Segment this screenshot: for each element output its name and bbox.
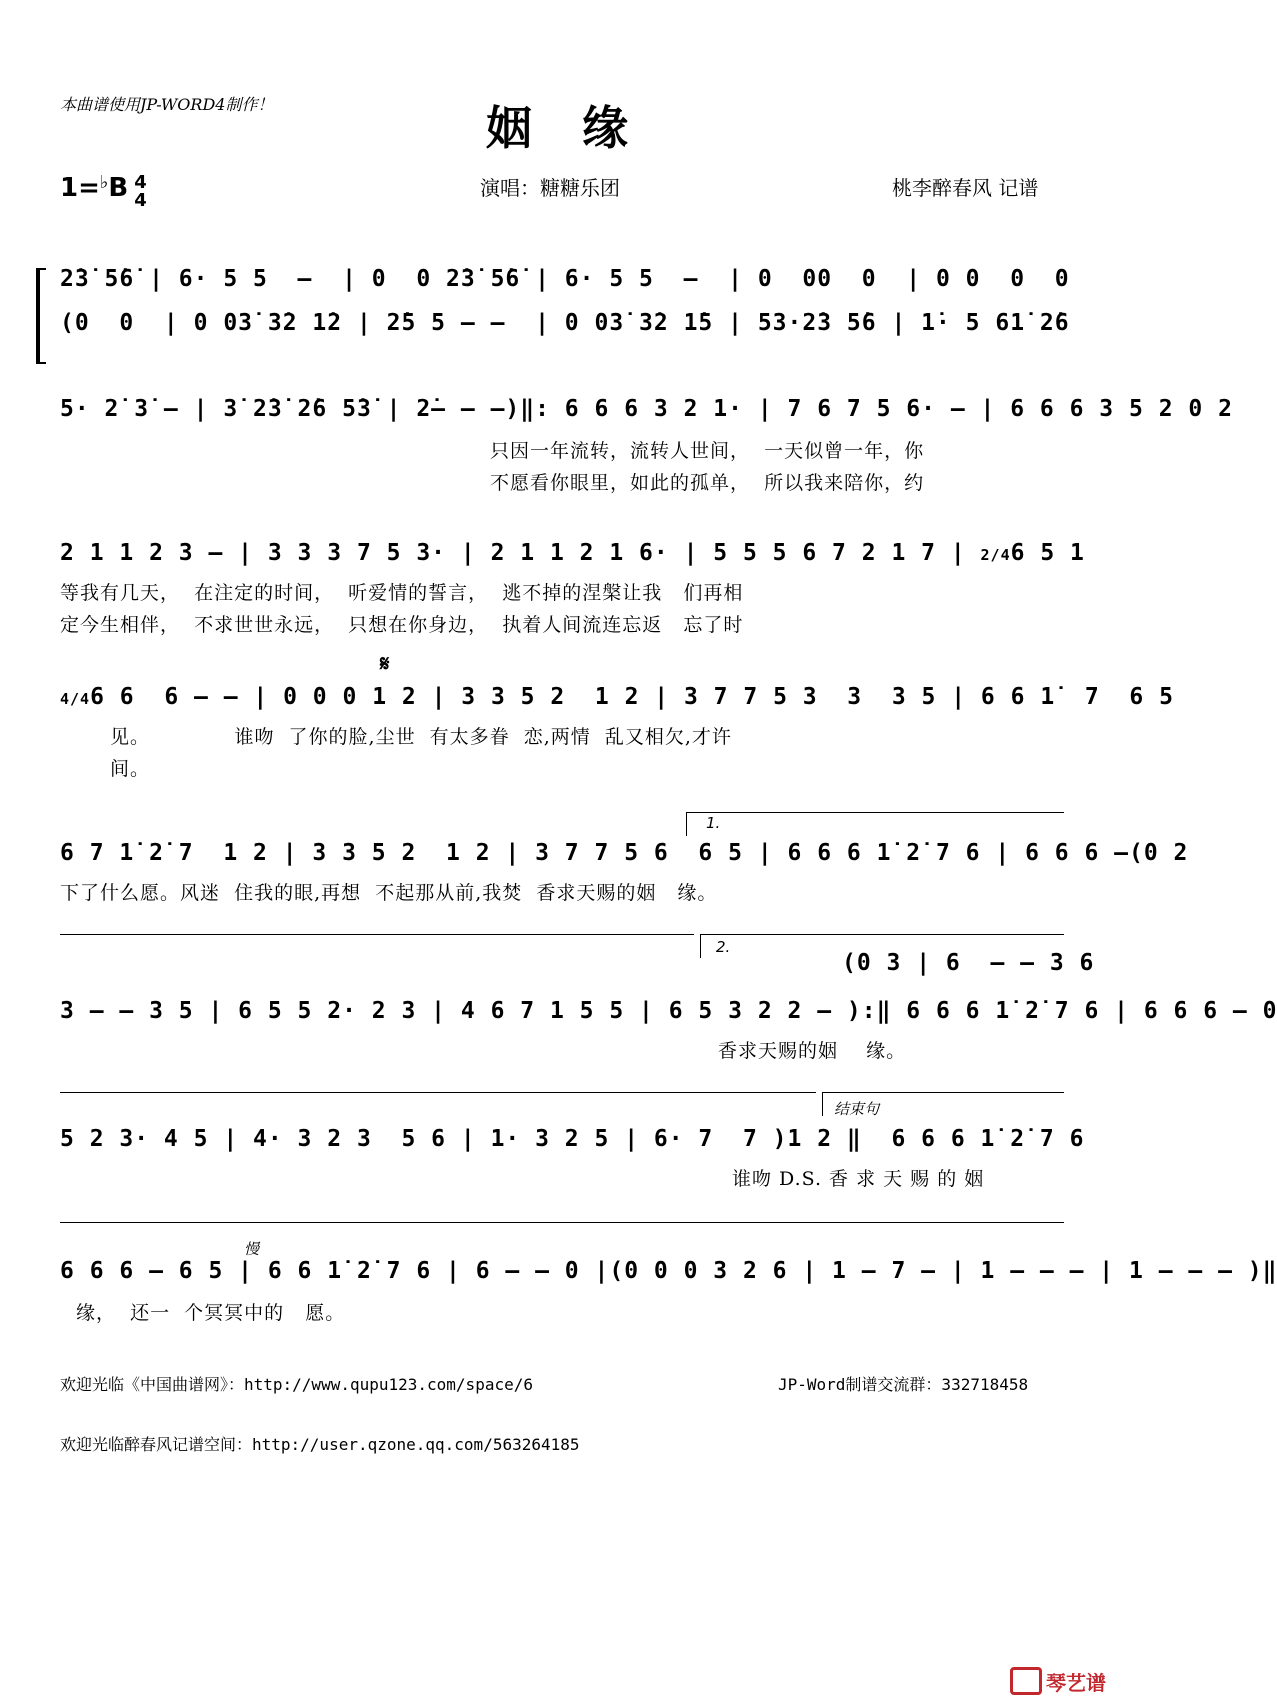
flat-symbol: ♭ [99,172,109,193]
notation-system-8: 6 6 6 – 6 5 | 6 6 1̇ 2̇ 7 6 | 6 – – 0 |(0 0 0 3 2 6 | 1 – 7 – | 1 – – – | 1 – – – )‖ [60,1258,1277,1284]
lyric-system-8: 缘， 还一 个冥冥中的 愿。 [76,1302,346,1324]
coda-bracket-edge [822,1092,823,1116]
lyric-system-3-verse-2: 定今生相伴， 不求世世永远， 只想在你身边， 执着人间流连忘返 忘了时 [60,614,744,636]
notation-system-3-main: 2 1 1 2 3 – | 3 3 3 7 5 3· | 2 1 1 2 1 6· | 5 5 5 6 7 2 1 7 | [60,540,981,566]
lyric-system-4-verse-1: 见。 谁吻 了你的脸,尘世 有太多眷 恋,两情 乱又相欠,才许 [110,726,732,748]
lyric-system-5: 下了什么愿。风迷 住我的眼,再想 不起那从前,我焚 香求天赐的姻 缘。 [60,882,718,904]
time-change-2-4: 2/4 [980,546,1011,564]
time-change-4-4: 4/4 [60,690,91,708]
volta-2-bracket-line [700,934,1064,935]
notation-system-6-interlude: (0 3 | 6 – – 3 6 [842,950,1095,976]
volta-2-bracket-edge [700,934,701,958]
footer-qzone-link: 欢迎光临醉春风记谱空间：http://user.qzone.qq.com/563264185 [60,1435,580,1454]
time-bottom: 4 [134,190,147,211]
segno-sign: 𝄋 [380,652,390,677]
transcriber-credit: 桃李醉春风 记谱 [892,176,1039,200]
volta-1-label: 1. [706,814,721,832]
tempo-marking: 慢 [244,1240,260,1258]
lyric-system-2-verse-1: 只因一年流转，流转人世间， 一天似曾一年，你 [490,440,925,462]
logo-text: 琴艺谱 [1046,1671,1106,1695]
singer-credit: 演唱：糖糖乐团 [480,176,620,200]
key-prefix: 1= [60,173,100,203]
qinyipu-logo [1010,1667,1106,1696]
notation-system-1-lower: (0 0 | 0 03̇ 3̇2 1̇2 | 2̇5 5 – – | 0 03̇ 3̇2 1̇5 | 53·2̇3 5̇6 | 1̇· 5 61̇ 2̇6 [60,310,1070,336]
lyric-system-6: 香求天赐的姻 缘。 [718,1040,907,1062]
footer-group-number: JP-Word制谱交流群：332718458 [778,1375,1029,1394]
notation-system-2: 5· 2̇ 3̇ – | 3̇ 2̇3̇ 2̇6 5̇3̇ | 2̇– – –)‖: 6 6 6 3 2 1· | 7 6 7 5 6· – | 6 6 6 3 5 2 0 2 [60,396,1233,422]
notation-system-6: 3 – – 3 5 | 6 5 5 2· 2 3 | 4 6 7 1 5 5 | 6 5 3 2 2 – ):‖ 6 6 6 1̇ 2̇ 7 6 | 6 6 6 – 0 [60,998,1277,1024]
coda-bracket-line [822,1092,1064,1093]
notation-system-5: 6 7 1̇ 2̇ 7 1 2 | 3 3 5 2 1 2 | 3 7 7 5 6 6 5 | 6 6 6 1̇ 2̇ 7 6 | 6 6 6 –(0 2 [60,840,1189,866]
logo-icon [1010,1667,1042,1695]
notation-system-3-end: 6 5 1 [1010,540,1085,566]
song-title: 姻 缘 [485,101,635,155]
volta-2-label: 2. [716,938,731,956]
notation-system-1-upper: 2̇3̇ 5̇6̇ | 6· 5 5 – | 0 0 2̇3̇ 5̇6̇ | 6· 5 5 – | 0 00 0 | 0 0 0 0 [60,266,1070,292]
coda-label: 结束句 [834,1100,880,1118]
key-signature [60,172,147,210]
time-signature [134,174,147,210]
system-bracket [36,268,46,364]
volta-1-continuation-line [60,934,694,935]
notation-system-4 [60,684,1174,710]
lyric-system-2-verse-2: 不愿看你眼里，如此的孤单， 所以我来陪你，约 [490,472,925,494]
notation-system-4-main: 6 6 6 – – | 0 0 0 1 2 | 3 3 5 2 1 2 | 3 7 7 5 3 3 3 5 | 6 6 1̇ 7 6 5 [90,684,1174,710]
software-credit: 本曲谱使用JP-WORD4制作！ [60,95,274,114]
notation-system-7: 5 2 3· 4 5 | 4· 3 2 3 5 6 | 1· 3 2 5 | 6· 7 7 )1 2 ‖ 6 6 6 1̇ 2̇ 7 6 [60,1126,1085,1152]
volta-1-bracket-edge [686,812,687,836]
footer-website-link: 欢迎光临《中国曲谱网》：http://www.qupu123.com/space/6 [60,1375,533,1394]
volta-2-continuation-line [60,1092,816,1093]
key-note: B [108,173,129,203]
lyric-system-7: 谁吻 D.S. 香 求 天 赐 的 姻 [732,1168,985,1190]
notation-system-3 [60,540,1085,566]
volta-1-bracket-line [686,812,1064,813]
coda-continuation-line [60,1222,1064,1223]
lyric-system-3-verse-1: 等我有几天， 在注定的时间， 听爱情的誓言， 逃不掉的涅槃让我 们再相 [60,582,744,604]
time-top: 4 [134,172,147,193]
lyric-system-4-verse-2: 间。 [110,758,151,780]
